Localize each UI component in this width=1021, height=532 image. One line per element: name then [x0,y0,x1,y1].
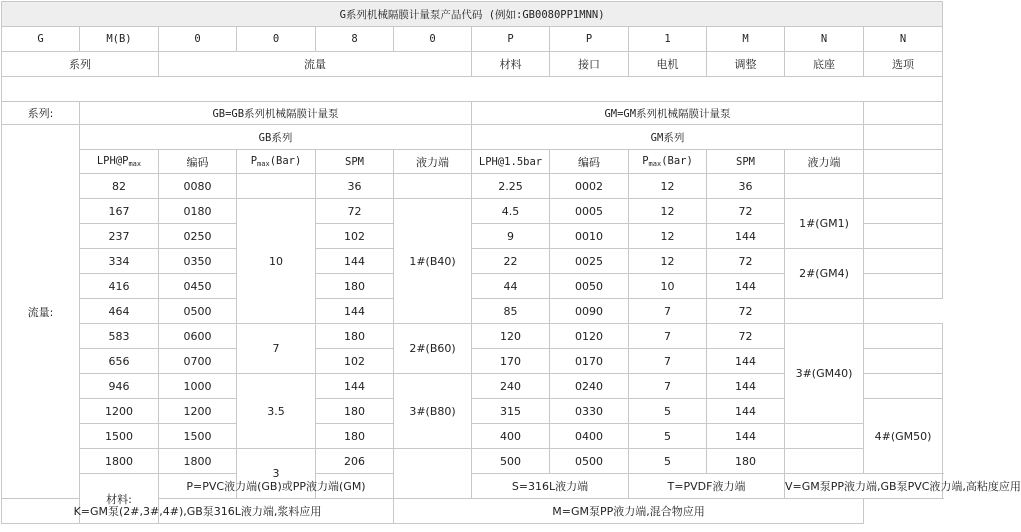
gm-spm: 180 [707,449,785,474]
gb-spm: 144 [316,374,394,399]
gb-spm: 180 [316,324,394,349]
gm-lph: 170 [472,349,550,374]
label-port: 接口 [550,52,629,77]
gb-head: 3#(B80) [394,374,472,449]
material-t: T=PVDF液力端 [629,474,785,499]
group-header-row [2,125,943,150]
gm-head: 1#(GM1) [785,199,864,249]
gm-lph: 400 [472,424,550,449]
gb-spm: 144 [316,299,394,324]
gm-spm: 144 [707,399,785,424]
material-m: M=GM泵PP液力端,混合物应用 [394,499,864,524]
flow-label: 流量: [2,125,80,499]
gm-lph: 500 [472,449,550,474]
gb-spm: 102 [316,224,394,249]
gb-col-spm: SPM [316,150,394,174]
gb-lph: 82 [80,174,159,199]
code-cell: G [2,27,80,52]
series-gb: GB=GB系列机械隔膜计量泵 [80,102,472,125]
gb-col-code: 编码 [159,150,237,174]
gm-lph: 44 [472,274,550,299]
code-cell: 0 [237,27,316,52]
gb-col-pressure: $P_{max}(Bar)$ [237,150,316,174]
material-p: P=PVC液力端(GB)或PP液力端(GM) [159,474,394,499]
gb-code: 0450 [159,274,237,299]
gm-pressure: 5 [629,399,707,424]
gm-lph: 2.25 [472,174,550,199]
gm-lph: 120 [472,324,550,349]
label-base: 底座 [785,52,864,77]
gm-spm: 144 [707,274,785,299]
gm-head: 2#(GM4) [785,249,864,299]
gb-spm: 72 [316,199,394,224]
gm-code: 0330 [550,399,629,424]
gm-lph: 22 [472,249,550,274]
gm-code: 0400 [550,424,629,449]
gm-spm: 36 [707,174,785,199]
gb-col-lph: $LPH@P_{max}$ [80,150,159,174]
gm-head: 4#(GM50) [864,399,943,474]
gb-series-header: GB系列 [80,125,472,150]
table-row [2,199,943,224]
table-title: G系列机械隔膜计量泵产品代码 (例如:GB0080PP1MNN) [2,2,943,27]
code-cell: 0 [394,27,472,52]
gb-col-head: 液力端 [394,150,472,174]
table-row [2,249,943,274]
gb-lph: 946 [80,374,159,399]
gm-pressure: 7 [629,324,707,349]
gb-code: 1500 [159,424,237,449]
code-cell: N [864,27,943,52]
label-adjust: 调整 [707,52,785,77]
gm-pressure: 12 [629,174,707,199]
code-cell: P [472,27,550,52]
table-row [2,299,943,324]
materials-label: 材料: [80,474,159,524]
gb-lph: 1200 [80,399,159,424]
gb-spm: 102 [316,349,394,374]
gm-pressure: 10 [629,274,707,299]
gm-lph: 315 [472,399,550,424]
gm-code: 0120 [550,324,629,349]
code-example-row [2,27,943,52]
gm-pressure: 7 [629,299,707,324]
spacer-row [2,77,943,102]
gb-lph: 167 [80,199,159,224]
gb-spm: 180 [316,274,394,299]
table-row [2,424,943,449]
gm-head: 3#(GM40) [785,324,864,424]
gb-code: 1800 [159,449,237,474]
code-cell: M [707,27,785,52]
gb-spm: 206 [316,449,394,474]
gm-code: 0025 [550,249,629,274]
gm-col-lph: LPH@1.5bar [472,150,550,174]
gm-pressure: 7 [629,349,707,374]
code-cell: P [550,27,629,52]
gb-head: 2#(B60) [394,324,472,374]
gm-col-code: 编码 [550,150,629,174]
label-motor: 电机 [629,52,707,77]
label-material: 材料 [472,52,550,77]
gb-head: 1#(B40) [394,199,472,324]
gb-lph: 416 [80,274,159,299]
gm-pressure: 12 [629,249,707,274]
material-s: S=316L液力端 [472,474,629,499]
gm-spm: 72 [707,324,785,349]
gm-code: 0050 [550,274,629,299]
gm-code: 0002 [550,174,629,199]
gb-spm: 180 [316,424,394,449]
gb-lph: 1500 [80,424,159,449]
gb-code: 0250 [159,224,237,249]
gm-lph: 9 [472,224,550,249]
gb-lph: 1800 [80,449,159,474]
gb-spm: 36 [316,174,394,199]
materials-row [2,499,943,524]
gm-code: 0005 [550,199,629,224]
gm-spm: 144 [707,374,785,399]
gm-spm: 72 [707,299,785,324]
series-gm: GM=GM系列机械隔膜计量泵 [472,102,864,125]
gb-code: 1200 [159,399,237,424]
gb-lph: 334 [80,249,159,274]
column-header-row [2,150,943,174]
gm-spm: 144 [707,224,785,249]
gb-code: 1000 [159,374,237,399]
gm-spm: 72 [707,199,785,224]
gb-spm: 180 [316,399,394,424]
gm-lph: 240 [472,374,550,399]
code-cell: N [785,27,864,52]
code-cell: 1 [629,27,707,52]
gb-pressure: 3 [237,449,316,499]
gm-pressure: 12 [629,199,707,224]
gm-col-spm: SPM [707,150,785,174]
gb-lph: 583 [80,324,159,349]
gm-code: 0500 [550,449,629,474]
code-labels-row [2,52,943,77]
gb-pressure: 3.5 [237,374,316,449]
gm-pressure: 12 [629,224,707,249]
label-flow: 流量 [159,52,472,77]
gm-code: 0170 [550,349,629,374]
gm-col-head: 液力端 [785,150,864,174]
series-label: 系列: [2,102,80,125]
gm-spm: 144 [707,349,785,374]
gm-lph: 4.5 [472,199,550,224]
gm-lph: 85 [472,299,550,324]
gb-spm: 144 [316,249,394,274]
gm-code: 0090 [550,299,629,324]
gm-pressure: 5 [629,424,707,449]
label-option: 选项 [864,52,943,77]
gm-col-pressure: $P_{max}(Bar)$ [629,150,707,174]
gm-spm: 72 [707,249,785,274]
table-row [2,449,943,474]
gb-lph: 656 [80,349,159,374]
material-v: V=GM泵PP液力端,GB泵PVC液力端,高粘度应用 [785,474,943,499]
materials-row [2,474,943,499]
gm-spm: 144 [707,424,785,449]
gb-code: 0180 [159,199,237,224]
gm-pressure: 7 [629,374,707,399]
gb-code: 0600 [159,324,237,349]
gb-code: 0500 [159,299,237,324]
gm-pressure: 5 [629,449,707,474]
gb-code: 0080 [159,174,237,199]
gm-code: 0240 [550,374,629,399]
material-k: K=GM泵(2#,3#,4#),GB泵316L液力端,浆料应用 [2,499,394,524]
series-row [2,102,943,125]
gm-code: 0010 [550,224,629,249]
table-row [2,324,943,349]
code-cell: 0 [159,27,237,52]
product-code-table [1,1,1021,524]
gb-lph: 237 [80,224,159,249]
gb-pressure: 7 [237,324,316,374]
gb-code: 0350 [159,249,237,274]
gm-series-header: GM系列 [472,125,864,150]
gb-pressure: 10 [237,199,316,324]
label-series: 系列 [2,52,159,77]
gb-code: 0700 [159,349,237,374]
table-row [2,174,943,199]
code-cell: 8 [316,27,394,52]
code-cell: M(B) [80,27,159,52]
gb-lph: 464 [80,299,159,324]
